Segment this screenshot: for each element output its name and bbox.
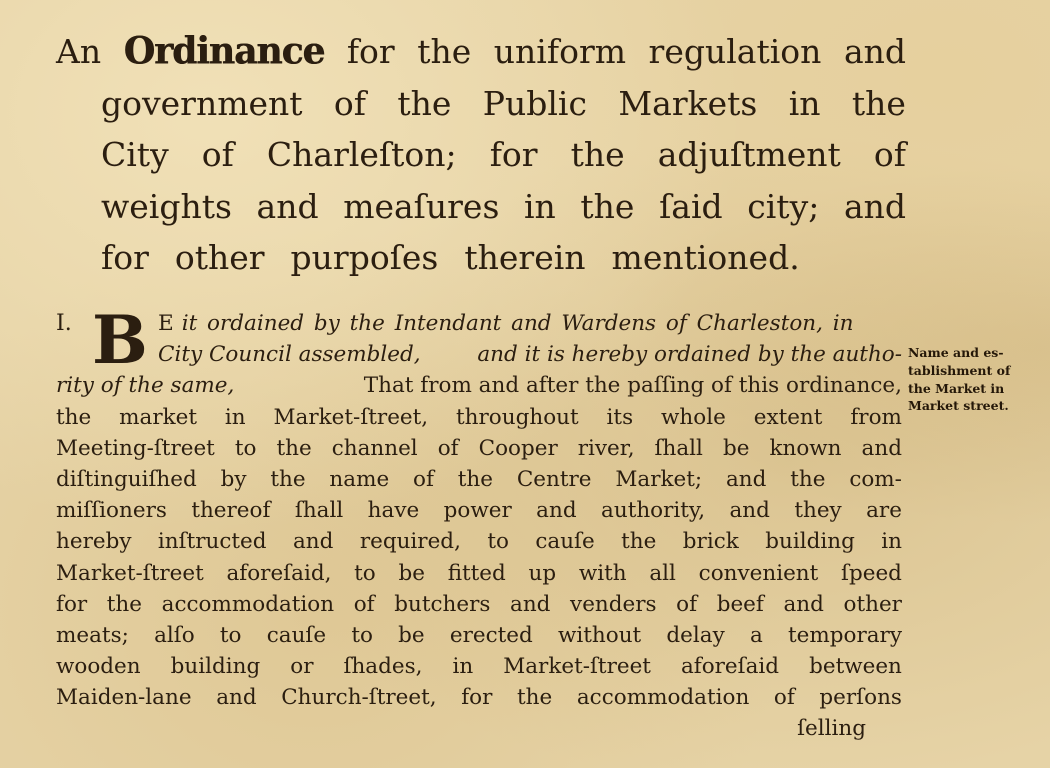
body-word: of	[413, 466, 434, 492]
body-word: all	[649, 560, 676, 586]
body-word: other	[843, 591, 902, 617]
body-word: Church-ſtreet,	[281, 685, 437, 711]
title-word: of	[873, 135, 906, 174]
body-word: to	[487, 529, 509, 555]
margin-note-line: Market street.	[908, 398, 1009, 414]
body-word: convenient	[698, 560, 819, 586]
title-word: regulation	[648, 32, 822, 71]
title-word: in	[524, 186, 556, 226]
body-word: have	[367, 498, 420, 524]
title-line-4	[56, 181, 906, 233]
body-word: the	[790, 466, 826, 492]
title-word: Markets	[618, 83, 758, 123]
body-word: aforeſaid,	[226, 560, 332, 586]
body-word: to	[234, 435, 257, 461]
title-word: An	[56, 32, 102, 71]
body-word: Cooper	[478, 435, 558, 461]
body-word: the	[56, 404, 92, 430]
title-word: of	[333, 83, 366, 123]
body-word: up	[528, 560, 557, 586]
body-word: hereby	[56, 529, 132, 555]
body-line-11	[56, 620, 902, 651]
body-line-4	[56, 402, 902, 433]
body-word: the	[621, 529, 657, 555]
body-line-6	[56, 464, 902, 495]
title-word: city;	[747, 186, 820, 226]
body-word: required,	[359, 529, 461, 555]
title-word: uniform	[493, 32, 627, 71]
body-word: Market-ſtreet,	[273, 404, 429, 430]
margin-note-line: the Market in	[908, 380, 1005, 396]
body-line-12	[56, 651, 902, 682]
body-word: ſhades,	[343, 654, 423, 680]
body-word: are	[866, 498, 902, 524]
body-word: aforeſaid	[680, 654, 780, 680]
body-text-italic: and it is hereby ordained by the autho-	[477, 342, 902, 368]
body-word: they	[794, 498, 842, 524]
body-word: inſtructed	[157, 529, 267, 555]
body-word: building	[170, 654, 261, 680]
body-word: Market;	[615, 466, 703, 492]
body-word: in	[224, 404, 246, 430]
body-word: and	[725, 466, 767, 492]
body-line-10	[56, 589, 902, 620]
title-word: and	[843, 186, 906, 226]
title-word: the	[570, 135, 625, 174]
margin-note-line: tablishment of	[908, 362, 1011, 378]
title-word: for	[101, 238, 149, 277]
body-word: venders	[570, 591, 657, 617]
body-word: in	[881, 529, 902, 555]
body-word: from	[850, 404, 902, 430]
body-word: and	[783, 591, 824, 617]
title-word: other	[174, 238, 265, 277]
body-word: building	[765, 529, 855, 555]
title-word: for	[489, 135, 538, 174]
title-word: government	[101, 83, 303, 123]
body-word: and	[861, 435, 902, 461]
catchword: ſelling	[797, 716, 866, 742]
body-word: for	[56, 591, 88, 617]
body-word: ſhall	[654, 435, 703, 461]
title-word: the	[851, 83, 906, 123]
title-word: for	[346, 32, 395, 71]
body-word: fitted	[447, 560, 506, 586]
body-line-9	[56, 558, 902, 589]
body-word: extent	[753, 404, 823, 430]
section-number: I.	[56, 311, 72, 336]
title-line-1	[56, 26, 906, 78]
title-line-2	[56, 78, 906, 130]
body-word: of	[437, 435, 459, 461]
title-word: purpoſes	[290, 238, 439, 277]
margin-note-line: Name and es-	[908, 345, 1004, 360]
body-word: or	[290, 654, 314, 680]
body-line-2	[56, 339, 902, 370]
title-word: meaſures	[343, 186, 500, 226]
body-word: and	[729, 498, 770, 524]
body-word: be	[398, 622, 425, 648]
body-line-7	[56, 495, 902, 526]
body-word: com-	[849, 466, 902, 492]
body-word: whole	[661, 404, 726, 430]
body-word: with	[578, 560, 627, 586]
title-word: of	[201, 135, 234, 174]
body-text-italic: City Council assembled,	[158, 342, 421, 368]
body-word: accommodation	[576, 685, 750, 711]
drop-cap: B	[92, 301, 148, 379]
body-word: the	[457, 466, 494, 492]
body-word: a	[749, 622, 763, 648]
title-word: the	[417, 32, 472, 71]
body-word: and	[216, 685, 257, 711]
margin-note	[908, 344, 1028, 415]
body-word: for	[461, 685, 493, 711]
body-word: and	[510, 591, 551, 617]
body-word: be	[398, 560, 425, 586]
body-word: market	[119, 404, 197, 430]
ordinance-title	[56, 26, 906, 284]
body-word: Meeting-ſtreet	[56, 435, 215, 461]
body-word: alſo	[154, 622, 195, 648]
title-word: mentioned.	[611, 238, 800, 277]
body-word: of	[353, 591, 375, 617]
body-word: between	[809, 654, 902, 680]
body-word: power	[443, 498, 512, 524]
body-word: and	[292, 529, 334, 555]
body-word: Market-ſtreet	[503, 654, 651, 680]
body-word: wooden	[56, 654, 141, 680]
body-word: river,	[577, 435, 635, 461]
body-word: delay	[666, 622, 725, 648]
section-1-body	[56, 301, 902, 745]
body-word: Market-ſtreet	[56, 560, 204, 586]
body-word: channel	[331, 435, 418, 461]
body-word: Centre	[516, 466, 592, 492]
body-word: known	[769, 435, 842, 461]
body-word: to	[354, 560, 376, 586]
body-word: ſpeed	[841, 560, 902, 586]
body-word: name	[329, 466, 390, 492]
title-word: ſaid	[659, 186, 723, 226]
body-line-8	[56, 526, 902, 557]
body-text: That from and after the paſſing of this ordinance,	[363, 373, 902, 399]
title-word: Public	[482, 83, 587, 123]
title-word: the	[397, 83, 452, 123]
body-word: its	[606, 404, 634, 430]
body-line-3	[56, 370, 902, 401]
body-word: meats;	[56, 622, 129, 648]
body-word: be	[722, 435, 750, 461]
body-word: ſhall	[294, 498, 344, 524]
body-word: throughout	[456, 404, 579, 430]
body-word: to	[351, 622, 373, 648]
body-word: and	[536, 498, 577, 524]
title-word: City	[101, 135, 169, 174]
body-word: erected	[449, 622, 533, 648]
body-word: thereof	[191, 498, 271, 524]
body-word: the	[106, 591, 143, 617]
title-word: and	[843, 32, 906, 71]
body-word: in	[452, 654, 474, 680]
body-word: the	[276, 435, 312, 461]
body-text: E	[158, 311, 174, 336]
title-line-3	[56, 129, 906, 181]
body-word: authority,	[601, 498, 706, 524]
title-word: weights	[101, 186, 232, 226]
body-text-italic: rity of the same,	[56, 373, 235, 399]
title-word: therein	[464, 238, 586, 277]
body-word: temporary	[788, 622, 902, 648]
body-word: to	[219, 622, 242, 648]
title-word: adjuſtment	[657, 135, 841, 174]
title-line-5	[56, 232, 906, 284]
body-word: the	[517, 685, 553, 711]
body-word: of	[676, 591, 698, 617]
title-word: and	[256, 186, 319, 226]
body-line-5	[56, 433, 902, 464]
title-blackletter-word: Ordinance	[123, 28, 325, 74]
body-word: brick	[682, 529, 739, 555]
body-word: cauſe	[535, 529, 595, 555]
catchword-line	[56, 713, 902, 744]
body-word: accommodation	[161, 591, 335, 617]
body-word: beef	[716, 591, 764, 617]
body-word: Maiden-lane	[56, 685, 192, 711]
body-word: miſſioners	[56, 498, 167, 524]
body-word: perſons	[819, 685, 902, 711]
title-word: in	[788, 83, 821, 123]
body-word: by	[220, 466, 247, 492]
body-word: the	[270, 466, 306, 492]
body-text-italic: it ordained by the Intendant and Wardens of Charleston, in	[181, 311, 854, 336]
body-word: butchers	[394, 591, 491, 617]
body-word: diſtinguiſhed	[56, 466, 197, 492]
body-word: without	[557, 622, 642, 648]
body-word: of	[773, 685, 795, 711]
body-line-13	[56, 682, 902, 713]
title-word: Charleſton;	[266, 135, 457, 174]
body-word: cauſe	[266, 622, 327, 648]
title-word: the	[580, 186, 635, 226]
